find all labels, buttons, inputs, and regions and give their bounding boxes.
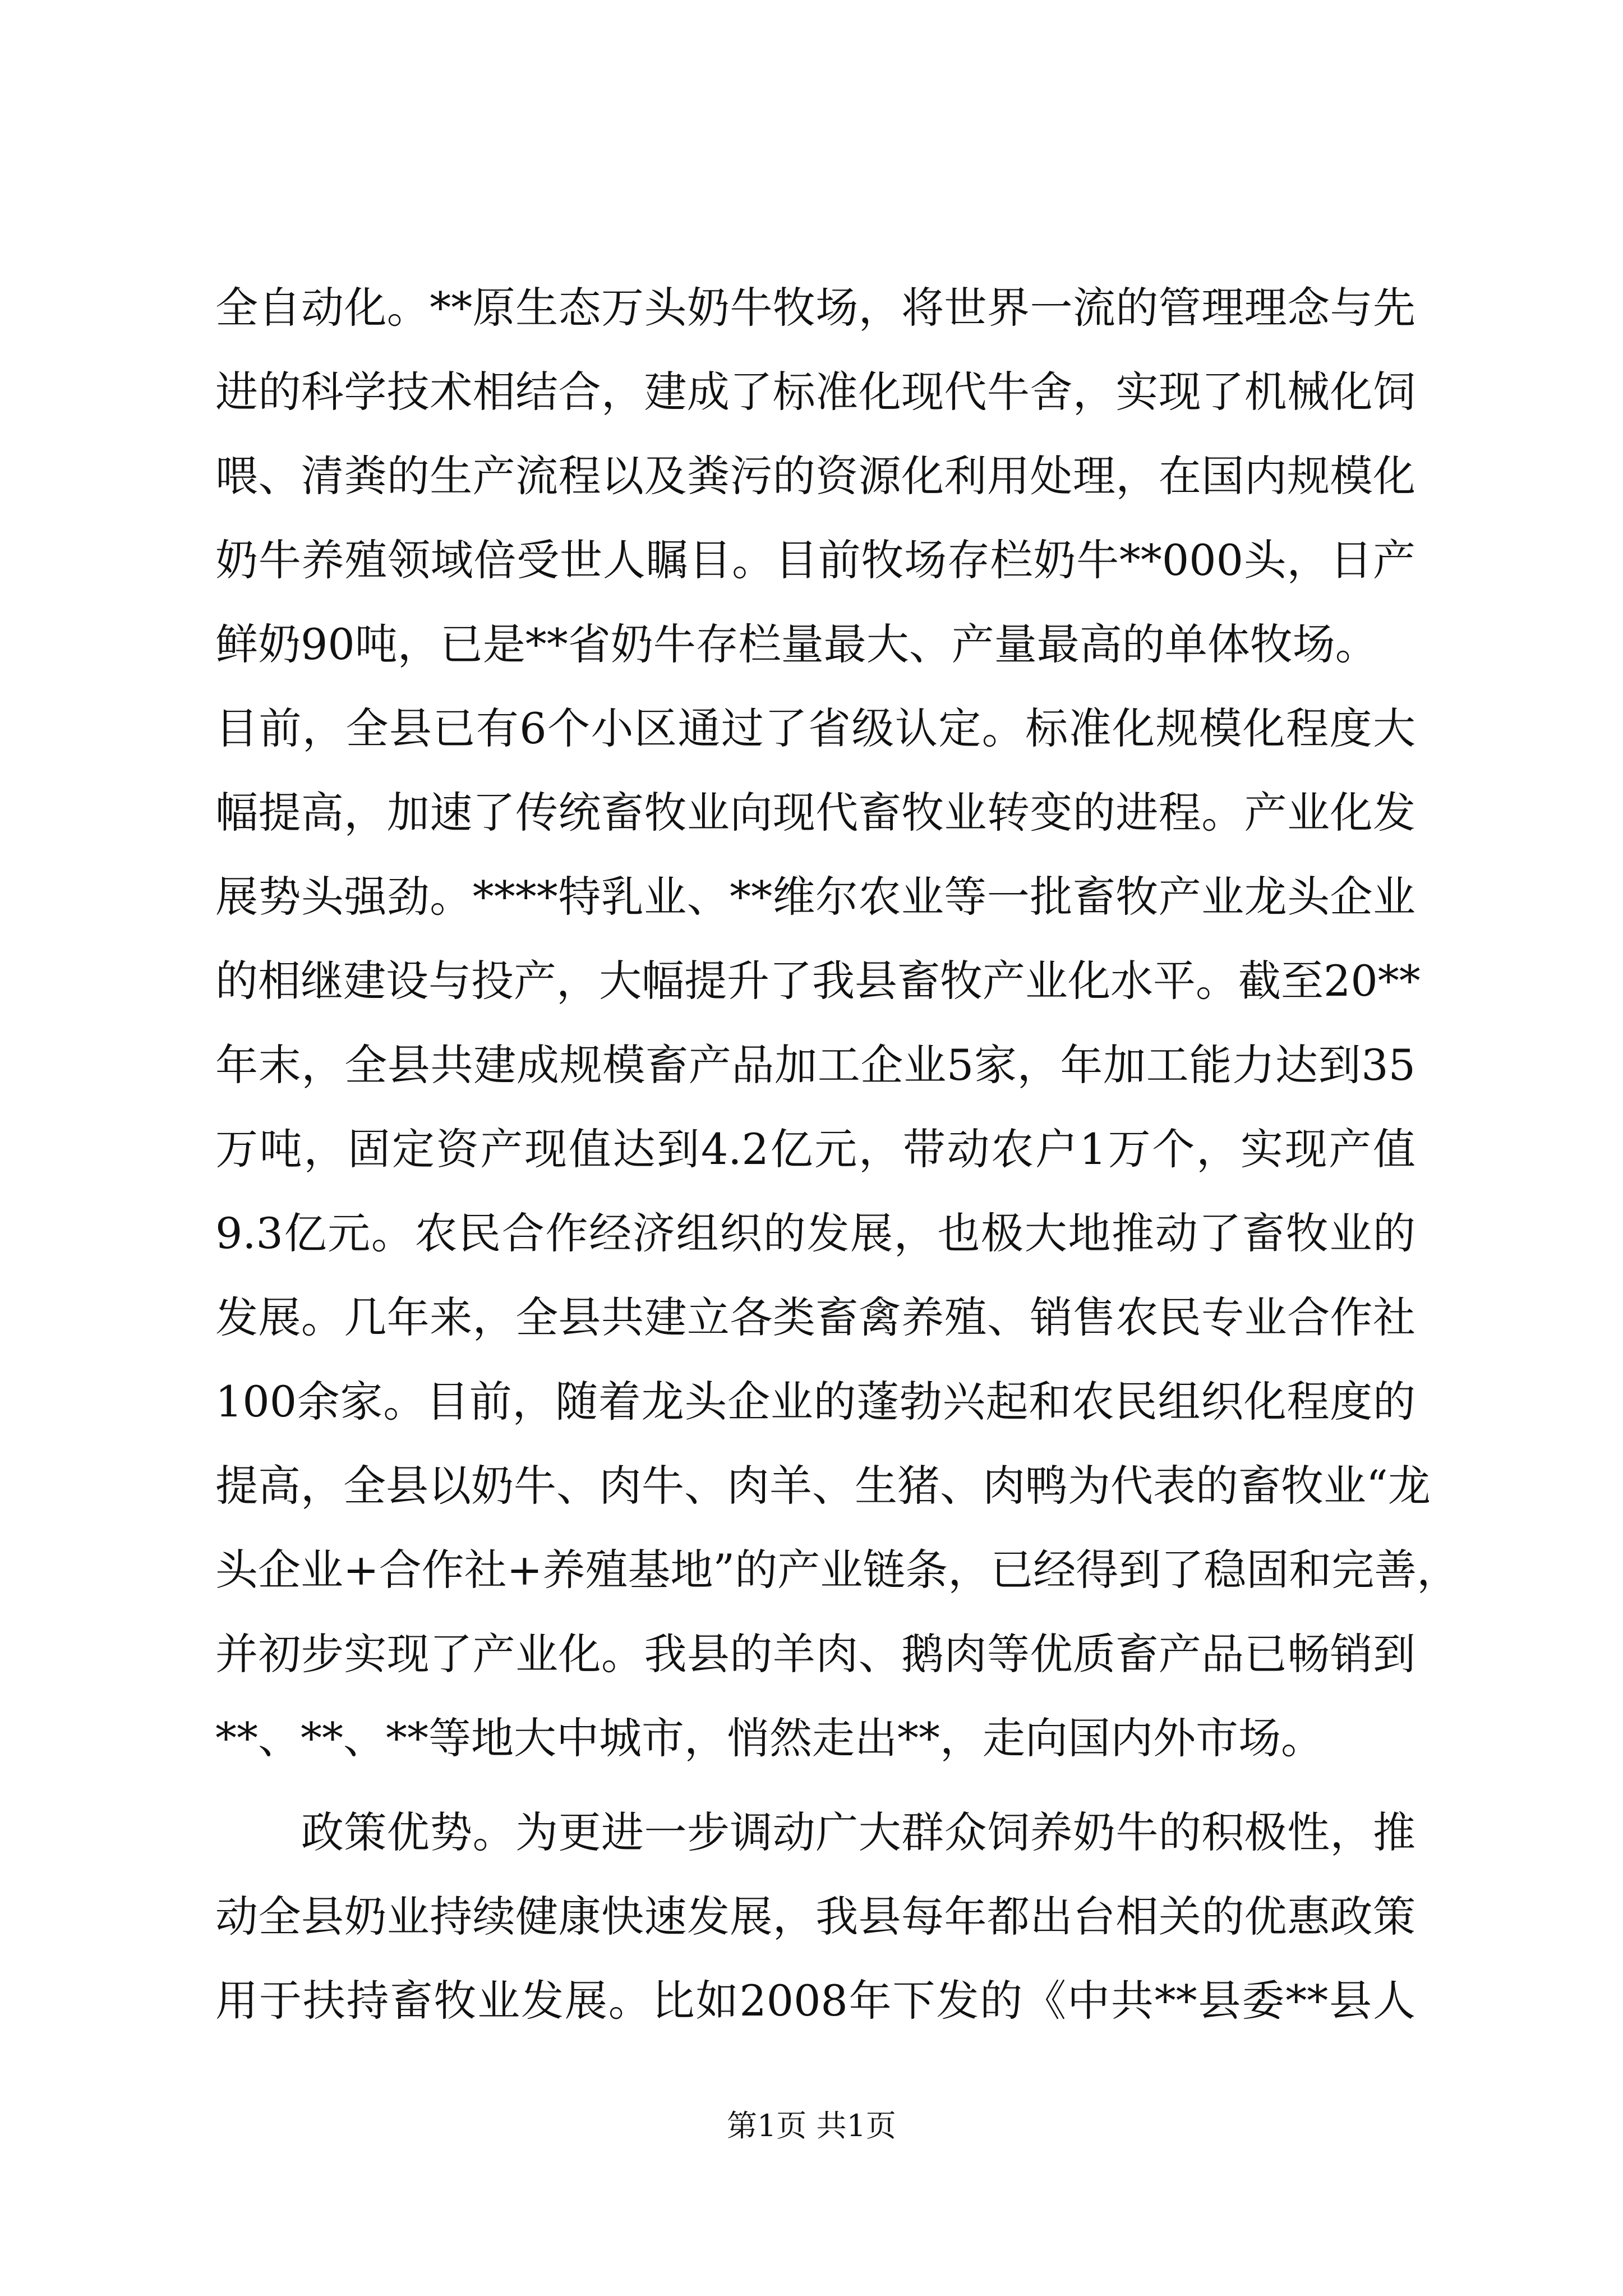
- text-line: 幅提高，加速了传统畜牧业向现代畜牧业转变的进程。产业化发: [215, 788, 1415, 838]
- text-line: 9.3亿元。农民合作经济组织的发展，也极大地推动了畜牧业的: [215, 1208, 1415, 1258]
- text-line: 100余家。目前，随着龙头企业的蓬勃兴起和农民组织化程度的: [215, 1377, 1415, 1427]
- text-line: 进的科学技术相结合，建成了标准化现代牛舍，实现了机械化饲: [215, 367, 1415, 417]
- page-footer: [0, 2106, 1623, 2146]
- text-line: 动全县奶业持续健康快速发展，我县每年都出台相关的优惠政策: [215, 1892, 1415, 1941]
- text-line: 头企业+合作社+养殖基地”的产业链条，已经得到了稳固和完善，: [215, 1545, 1460, 1595]
- text-line: 鲜奶90吨，已是**省奶牛存栏量最大、产量最高的单体牧场。: [215, 619, 1378, 669]
- text-line: 喂、清粪的生产流程以及粪污的资源化利用处理，在国内规模化: [215, 451, 1415, 501]
- text-line: 用于扶持畜牧业发展。比如2008年下发的《中共**县委**县人: [215, 1976, 1415, 2026]
- body-text: [215, 266, 1460, 2043]
- text-line: **、**、**等地大中城市，悄然走出**，走向国内外市场。: [215, 1713, 1324, 1763]
- text-line: 万吨，固定资产现值达到4.2亿元，带动农户1万个，实现产值: [215, 1124, 1415, 1174]
- text-line: 展势头强劲。****特乳业、**维尔农业等一批畜牧产业龙头企业: [215, 872, 1415, 922]
- text-line: 发展。几年来，全县共建立各类畜禽养殖、销售农民专业合作社: [215, 1292, 1415, 1342]
- text-line: 年末，全县共建成规模畜产品加工企业5家，年加工能力达到35: [215, 1040, 1415, 1090]
- paragraph-first-line: 政策优势。为更进一步调动广大群众饲养奶牛的积极性，推: [215, 1807, 1415, 1857]
- text-line: 的相继建设与投产，大幅提升了我县畜牧产业化水平。截至20**: [215, 956, 1421, 1006]
- text-line: 并初步实现了产业化。我县的羊肉、鹅肉等优质畜产品已畅销到: [215, 1629, 1415, 1679]
- text-line: 奶牛养殖领域倍受世人瞩目。目前牧场存栏奶牛**000头，日产: [215, 535, 1415, 585]
- text-line: 提高，全县以奶牛、肉牛、肉羊、生猪、肉鸭为代表的畜牧业“龙: [215, 1461, 1431, 1511]
- text-line: 目前，全县已有6个小区通过了省级认定。标准化规模化程度大: [215, 703, 1415, 753]
- page-number-label: 第1页 共1页: [727, 2108, 896, 2143]
- text-line: 全自动化。**原生态万头奶牛牧场，将世界一流的管理理念与先: [215, 283, 1415, 333]
